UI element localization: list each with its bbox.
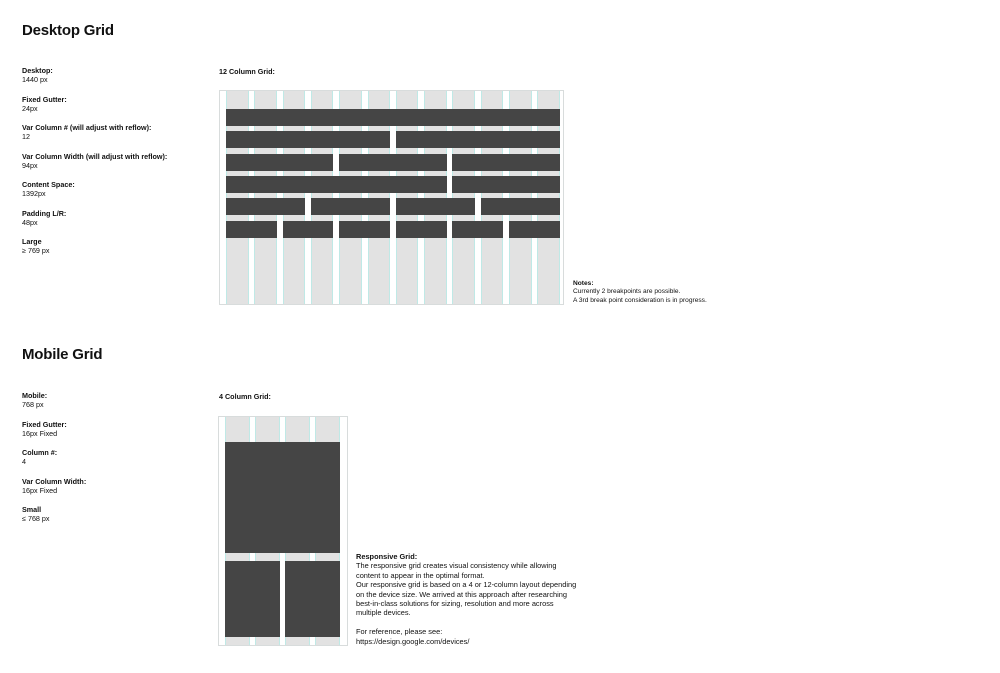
spec-value: 16px Fixed bbox=[22, 485, 58, 495]
spec-label: Fixed Gutter: bbox=[22, 94, 67, 104]
spec-value: ≤ 768 px bbox=[22, 514, 50, 523]
spec-value: 4 bbox=[22, 457, 26, 466]
notes-line: A 3rd break point consideration is in progress. bbox=[573, 296, 707, 304]
mobile-spec-item bbox=[22, 448, 86, 466]
spec-value: 1440 px bbox=[22, 75, 48, 84]
spec-value: 48px bbox=[22, 217, 38, 227]
spec-value: 94px bbox=[22, 160, 38, 170]
desktop-content-block bbox=[226, 131, 390, 148]
mobile-spec-item bbox=[22, 420, 86, 438]
desktop-content-block bbox=[226, 154, 333, 171]
mobile-spec-list bbox=[22, 391, 86, 534]
desktop-spec-item bbox=[22, 209, 167, 227]
desktop-content-block bbox=[396, 198, 475, 215]
spec-label: Fixed Gutter: bbox=[22, 419, 67, 429]
mobile-spec-item bbox=[22, 391, 86, 409]
desktop-spec-list bbox=[22, 66, 167, 266]
spec-value: ≥ 769 px bbox=[22, 246, 50, 255]
mobile-content-block bbox=[225, 442, 340, 553]
desktop-grid-diagram bbox=[219, 90, 564, 305]
responsive-line: Our responsive grid is based on a 4 or 12-column layout depending bbox=[356, 580, 577, 590]
desktop-content-block bbox=[452, 176, 559, 193]
desktop-spec-item bbox=[22, 180, 167, 198]
desktop-content-block bbox=[226, 221, 277, 238]
reference-link[interactable]: https://design.google.com/devices/ bbox=[356, 636, 470, 646]
spec-label: Small bbox=[22, 505, 42, 514]
mobile-spec-item bbox=[22, 477, 86, 495]
desktop-content-block bbox=[339, 221, 390, 238]
responsive-line bbox=[356, 618, 576, 627]
desktop-content-block bbox=[481, 198, 560, 215]
responsive-line: The responsive grid creates visual consistency while allowing bbox=[356, 561, 557, 571]
spec-label: Var Column Width: bbox=[22, 476, 87, 486]
mobile-grid-caption: 4 Column Grid: bbox=[219, 392, 271, 401]
desktop-content-block bbox=[283, 221, 334, 238]
spec-label: Large bbox=[22, 237, 42, 246]
desktop-content-block bbox=[226, 109, 560, 126]
mobile-content-block bbox=[225, 561, 280, 637]
responsive-line: on the device size. We arrived at this approach after researching bbox=[356, 589, 568, 599]
desktop-spec-item bbox=[22, 95, 167, 113]
spec-label: Content Space: bbox=[22, 180, 75, 189]
responsive-line: content to appear in the optimal format. bbox=[356, 570, 485, 580]
responsive-line: best-in-class solutions for sizing, resolution and more across bbox=[356, 599, 554, 609]
responsive-grid-notes bbox=[356, 552, 576, 646]
desktop-spec-item bbox=[22, 237, 167, 255]
desktop-grid-caption: 12 Column Grid: bbox=[219, 67, 275, 76]
desktop-grid-title: Desktop Grid bbox=[22, 22, 114, 39]
desktop-content-block bbox=[452, 221, 503, 238]
mobile-content-block bbox=[285, 561, 340, 637]
desktop-content-block bbox=[311, 198, 390, 215]
spec-label: Var Column # (will adjust with reflow): bbox=[22, 123, 152, 132]
desktop-content-block bbox=[226, 176, 447, 193]
responsive-line: For reference, please see: bbox=[356, 627, 443, 637]
desktop-notes bbox=[573, 280, 707, 305]
desktop-spec-item bbox=[22, 66, 167, 84]
responsive-label: Responsive Grid: bbox=[356, 552, 418, 561]
responsive-line: multiple devices. bbox=[356, 608, 411, 618]
mobile-spec-item bbox=[22, 505, 86, 523]
mobile-grid-title: Mobile Grid bbox=[22, 346, 103, 363]
spec-label: Padding L/R: bbox=[22, 208, 67, 218]
spec-value: 24px bbox=[22, 103, 38, 113]
desktop-content-block bbox=[452, 154, 559, 171]
spec-label: Column #: bbox=[22, 448, 58, 457]
notes-label: Notes: bbox=[573, 280, 594, 287]
spec-label: Desktop: bbox=[22, 66, 53, 75]
spec-label: Mobile: bbox=[22, 391, 48, 400]
desktop-content-block bbox=[396, 221, 447, 238]
desktop-content-block bbox=[396, 131, 560, 148]
desktop-content-block bbox=[339, 154, 446, 171]
spec-value: 16px Fixed bbox=[22, 428, 58, 438]
spec-value: 12 bbox=[22, 132, 30, 141]
desktop-content-block bbox=[509, 221, 560, 238]
notes-line: Currently 2 breakpoints are possible. bbox=[573, 288, 681, 296]
mobile-grid-diagram bbox=[218, 416, 348, 646]
desktop-spec-item bbox=[22, 152, 167, 170]
spec-value: 768 px bbox=[22, 400, 44, 409]
desktop-content-block bbox=[226, 198, 305, 215]
desktop-spec-item bbox=[22, 123, 167, 141]
spec-value: 1392px bbox=[22, 189, 46, 198]
spec-label: Var Column Width (will adjust with reflow): bbox=[22, 151, 168, 161]
